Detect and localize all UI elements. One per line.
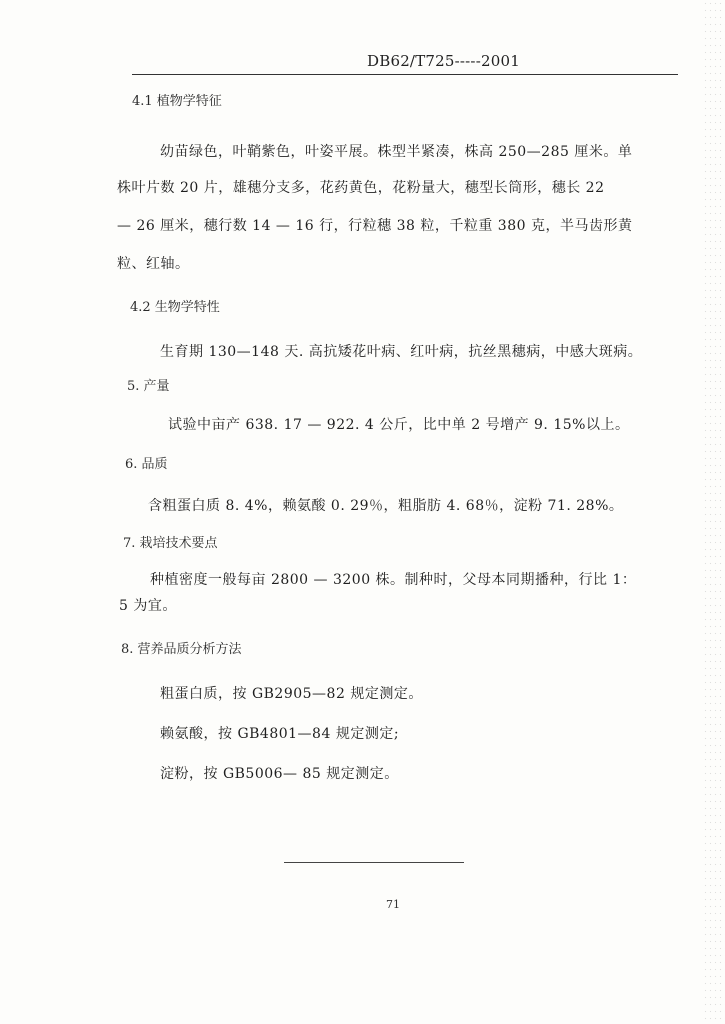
scan-edge-noise	[703, 0, 725, 1024]
section-heading-7: 7. 栽培技术要点	[123, 536, 218, 551]
paragraph-line: 淀粉，按 GB5006— 85 规定测定。	[160, 766, 399, 782]
footer-rule	[284, 862, 464, 863]
standard-code: DB62/T725-----2001	[367, 52, 520, 70]
paragraph-line: 株叶片数 20 片，雄穗分支多，花药黄色，花粉量大，穗型长筒形，穗长 22	[117, 180, 605, 196]
page-number: 71	[386, 898, 400, 911]
section-heading-5: 5. 产量	[127, 379, 170, 394]
paragraph-line: 含粗蛋白质 8. 4%，赖氨酸 0. 29％，粗脂肪 4. 68％，淀粉 71. 28%。	[148, 498, 624, 514]
paragraph-line: 试验中亩产 638. 17 — 922. 4 公斤，比中单 2 号增产 9. 15%以上。	[168, 417, 630, 433]
header-rule	[132, 74, 678, 75]
paragraph-line: 幼苗绿色，叶鞘紫色，叶姿平展。株型半紧凑，株高 250—285 厘米。单	[160, 144, 633, 160]
paragraph-line: 粒、红轴。	[117, 256, 190, 272]
paragraph-line: 粗蛋白质，按 GB2905—82 规定测定。	[160, 686, 423, 702]
paragraph-line: 种植密度一般每亩 2800 — 3200 株。制种时，父母本同期播种，行比 1：	[150, 572, 637, 588]
paragraph-line: 生育期 130—148 天. 高抗矮花叶病、红叶病，抗丝黑穗病，中感大斑病。	[160, 344, 643, 360]
paragraph-line: — 26 厘米，穗行数 14 — 16 行，行粒穗 38 粒，千粒重 380 克，半马齿形黄	[117, 218, 633, 234]
section-heading-4-1: 4.1 植物学特征	[132, 94, 222, 109]
section-heading-8: 8. 营养品质分析方法	[121, 642, 242, 657]
section-heading-6: 6. 品质	[125, 457, 168, 472]
section-heading-4-2: 4.2 生物学特性	[130, 300, 220, 315]
paragraph-line: 5 为宜。	[119, 598, 177, 614]
paragraph-line: 赖氨酸，按 GB4801—84 规定测定;	[160, 726, 400, 742]
